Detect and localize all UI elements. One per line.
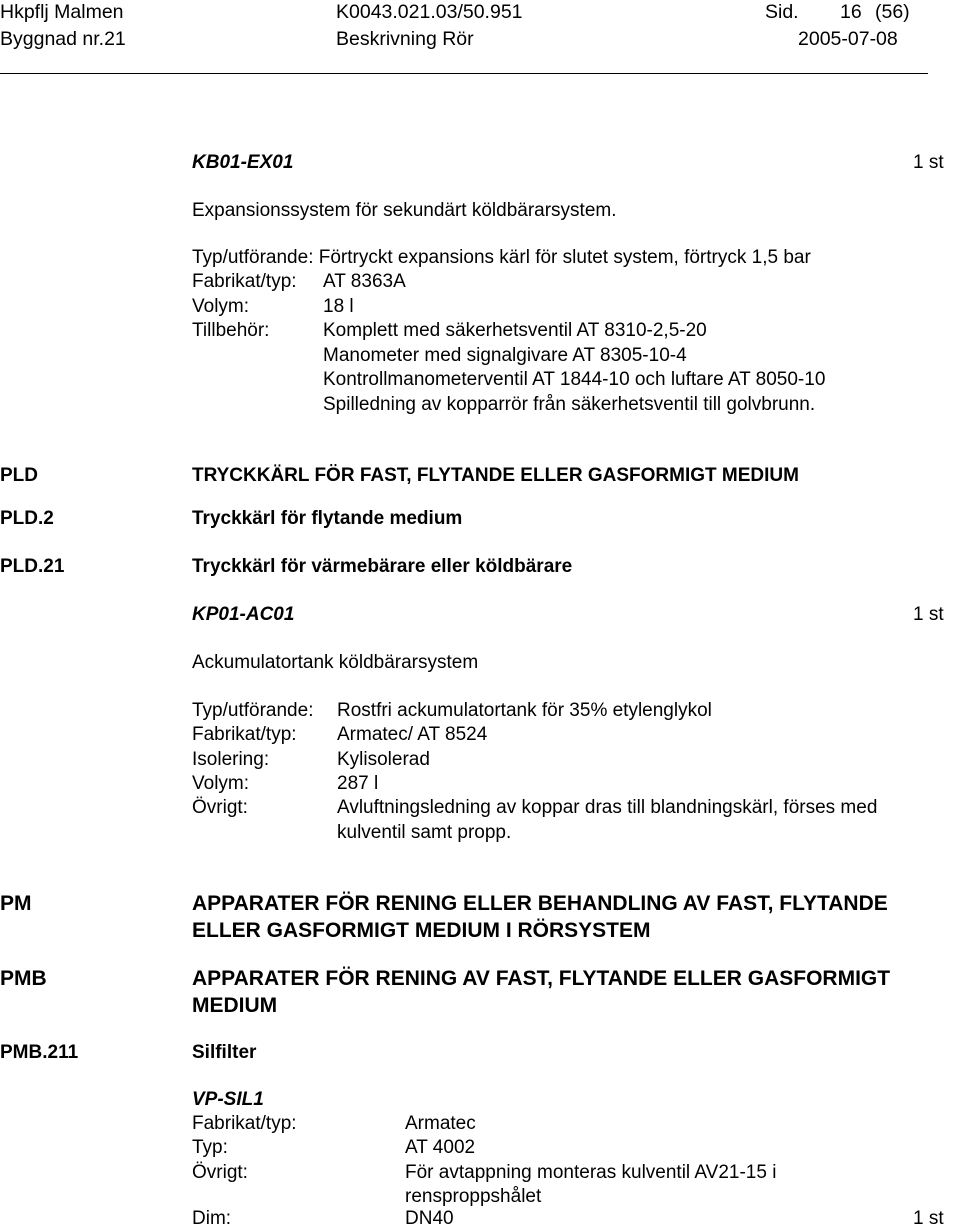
spec-accessory-line: Komplett med säkerhetsventil AT 8310-2,5-20 bbox=[323, 320, 707, 341]
header-building: Byggnad nr.21 bbox=[0, 28, 126, 50]
section-title-pm-line1: APPARATER FÖR RENING ELLER BEHANDLING AV FAST, FLYTANDE bbox=[192, 892, 888, 915]
item-description-kp01: Ackumulatortank köldbärarsystem bbox=[192, 652, 479, 673]
section-title-pmb-line2: MEDIUM bbox=[192, 994, 278, 1017]
spec-label: Typ/utförande: bbox=[192, 700, 314, 721]
section-code-pld: PLD bbox=[0, 465, 38, 486]
section-code-pld2: PLD.2 bbox=[0, 508, 54, 529]
header-doc-title: Beskrivning Rör bbox=[336, 28, 474, 50]
spec-label-dim: Dim: bbox=[192, 1208, 232, 1229]
spec-label: Volym: bbox=[192, 773, 250, 794]
section-code-pld21: PLD.21 bbox=[0, 556, 65, 577]
spec-value: 287 l bbox=[337, 773, 379, 794]
spec-label: Typ: bbox=[192, 1137, 228, 1158]
spec-value-continuation: kulventil samt propp. bbox=[337, 822, 512, 843]
spec-value: Armatec bbox=[405, 1113, 476, 1134]
spec-value: AT 4002 bbox=[405, 1137, 476, 1158]
spec-value: Rostfri ackumulatortank för 35% etylenglykol bbox=[337, 700, 712, 721]
spec-value: Kylisolerad bbox=[337, 749, 430, 770]
section-title-pld2: Tryckkärl för flytande medium bbox=[192, 508, 463, 529]
spec-label: Isolering: bbox=[192, 749, 270, 770]
item-qty-kp01: 1 st bbox=[913, 604, 944, 625]
spec-value-fabrikat: AT 8363A bbox=[323, 271, 406, 292]
header-doc-code: K0043.021.03/50.951 bbox=[336, 1, 523, 23]
spec-label: Övrigt: bbox=[192, 1162, 248, 1183]
item-id-vp: VP-SIL1 bbox=[192, 1089, 264, 1110]
spec-accessory-line: Kontrollmanometerventil AT 1844-10 och luftare AT 8050-10 bbox=[323, 369, 826, 390]
spec-label-tillbehor: Tillbehör: bbox=[192, 320, 270, 341]
spec-label: Fabrikat/typ: bbox=[192, 724, 297, 745]
header-company: Hkpflj Malmen bbox=[0, 1, 124, 23]
spec-value: Avluftningsledning av koppar dras till blandningskärl, förses med bbox=[337, 797, 878, 818]
section-code-pm: PM bbox=[0, 892, 32, 915]
header-page-label: Sid. bbox=[765, 1, 799, 23]
spec-value-volym: 18 l bbox=[323, 296, 354, 317]
header-page-total: (56) bbox=[875, 1, 910, 23]
item-qty-vp: 1 st bbox=[913, 1208, 944, 1229]
spec-value-continuation: rensproppshålet bbox=[405, 1186, 542, 1207]
spec-label: Fabrikat/typ: bbox=[192, 1113, 297, 1134]
header-date: 2005-07-08 bbox=[798, 28, 898, 50]
spec-accessory-line: Spilledning av kopparrör från säkerhetsventil till golvbrunn. bbox=[323, 394, 816, 415]
spec-label-volym: Volym: bbox=[192, 296, 250, 317]
section-code-pmb211: PMB.211 bbox=[0, 1042, 79, 1063]
item-qty-kb01: 1 st bbox=[913, 152, 944, 173]
spec-label-fabrikat: Fabrikat/typ: bbox=[192, 271, 297, 292]
section-title-pmb-line1: APPARATER FÖR RENING AV FAST, FLYTANDE ELLER GASFORMIGT bbox=[192, 967, 891, 990]
header-rule bbox=[0, 73, 928, 74]
spec-label: Övrigt: bbox=[192, 797, 248, 818]
item-description-kb01: Expansionssystem för sekundärt köldbärarsystem. bbox=[192, 200, 617, 221]
spec-accessory-line: Manometer med signalgivare AT 8305-10-4 bbox=[323, 345, 687, 366]
spec-value: Armatec/ AT 8524 bbox=[337, 724, 488, 745]
item-id-kb01: KB01-EX01 bbox=[192, 152, 294, 173]
header-page-number: 16 bbox=[840, 1, 862, 23]
section-title-pm-line2: ELLER GASFORMIGT MEDIUM I RÖRSYSTEM bbox=[192, 919, 651, 942]
section-title-pmb211: Silfilter bbox=[192, 1042, 257, 1063]
spec-value: För avtappning monteras kulventil AV21-15 i bbox=[405, 1162, 777, 1183]
spec-type-line: Typ/utförande: Förtryckt expansions kärl för slutet system, förtryck 1,5 bar bbox=[192, 247, 811, 268]
section-title-pld: TRYCKKÄRL FÖR FAST, FLYTANDE ELLER GASFORMIGT MEDIUM bbox=[192, 465, 799, 486]
section-code-pmb: PMB bbox=[0, 967, 47, 990]
section-title-pld21: Tryckkärl för värmebärare eller köldbärare bbox=[192, 556, 573, 577]
item-id-kp01: KP01-AC01 bbox=[192, 604, 295, 625]
spec-value-dim: DN40 bbox=[405, 1208, 454, 1229]
